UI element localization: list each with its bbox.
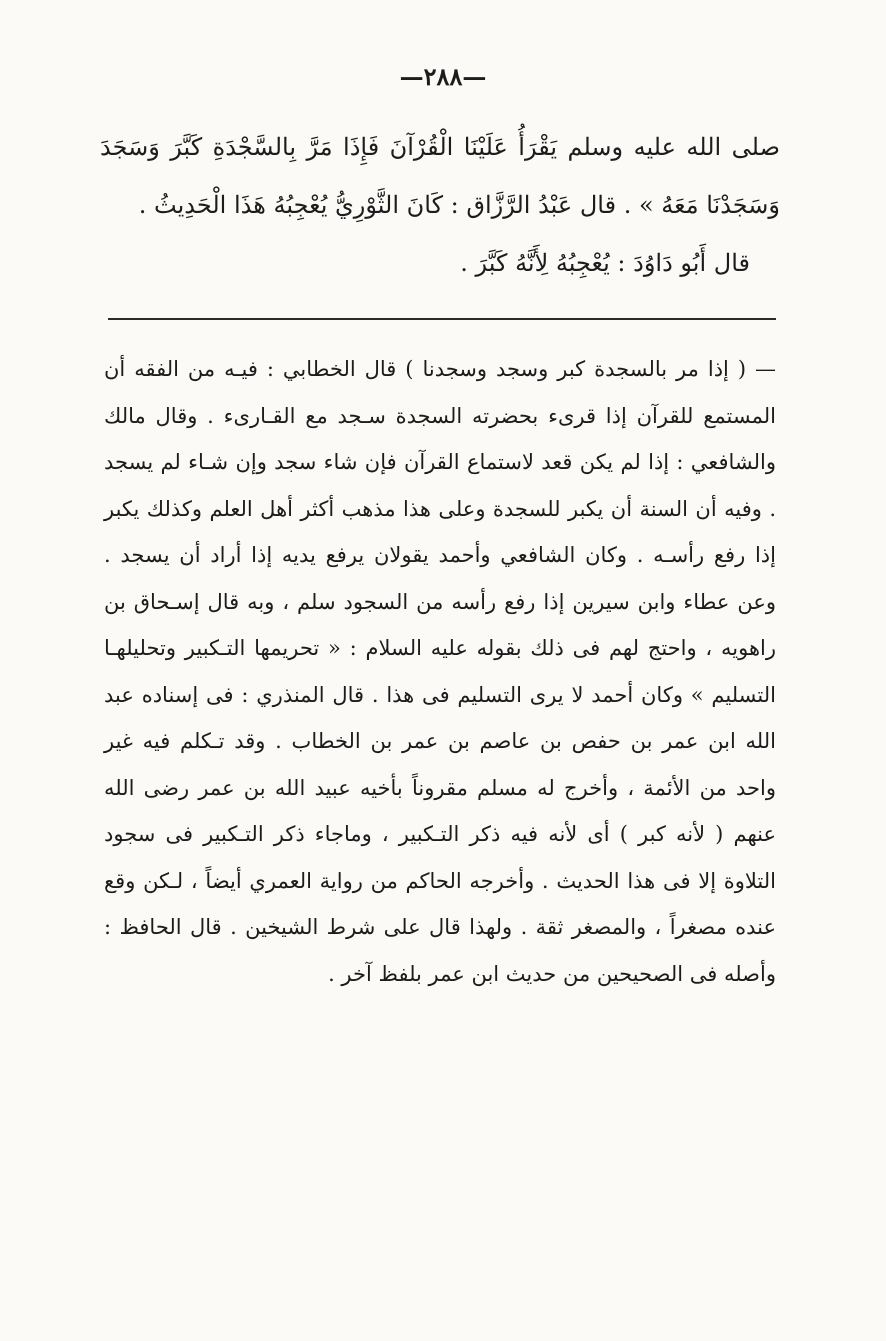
hadith-paragraph: صلى الله عليه وسلم يَقْرَأُ عَلَيْنَا الْقُرْآنَ فَإِذَا مَرَّ بِالسَّجْدَةِ كَبَّرَ وَسَجَدَ وَسَجَدْنَا مَعَهُ » . قال عَبْدُ الرَّزَّاق : كَانَ الثَّوْرِيُّ يُعْجِبُهُ هَذَا الْحَدِيثُ . <box>100 133 781 219</box>
commentary-block <box>104 346 776 997</box>
hadith-text-block <box>100 118 780 292</box>
footnote-divider <box>108 318 776 320</box>
commentary-paragraph: — ( إذا مر بالسجدة كبر وسجد وسجدنا ) قال الخطابي : فيـه من الفقه أن المستمع للقرآن إذا قرىء بحضرته السجدة سـجد مع القـارىء . وقال مالك والشافعي : إذا لم يكن قعد لاستماع القرآن فإن شاء سجد وإن شـاء لم يسجد . وفيه أن السنة أن يكبر للسجدة وعلى هذا مذهب أكثر أهل العلم وكذلك يكبر إذا رفع رأسـه . وكان الشافعي وأحمد يقولان يرفع يديه إذا أراد أن يسجد . وعن عطاء وابن سيرين إذا رفع رأسه من السجود سلم ، وبه قال إسـحاق بن راهويه ، واحتج لهم فى ذلك بقوله عليه السلام : « تحريمها التـكبير وتحليلهـا التسليم » وكان أحمد لا يرى التسليم فى هذا . قال المنذري : فى إسناده عبد الله ابن عمر بن حفص بن عاصم بن عمر بن الخطاب . وقد تـكلم فيه غير واحد من الأئمة ، وأخرج له مسلم مقروناً بأخيه عبيد الله بن عمر رضى الله عنهم ( لأنه كبر ) أى لأنه فيه ذكر التـكبير ، وماجاء ذكر التـكبير فى سجود التلاوة إلا فى هذا الحديث . وأخرجه الحاكم من رواية العمري أيضاً ، لـكن وقع عنده مصغراً ، والمصغر ثقة . ولهذا قال على شرط الشيخين . قال الحافظ : وأصله فى الصحيحين من حديث ابن عمر بلفظ آخر . <box>104 357 776 986</box>
hadith-abu-dawud-line: قال أَبُو دَاوُدَ : يُعْجِبُهُ لِأَنَّهُ كَبَّرَ . <box>460 249 750 277</box>
page-number: —٢٨٨— <box>399 62 487 91</box>
